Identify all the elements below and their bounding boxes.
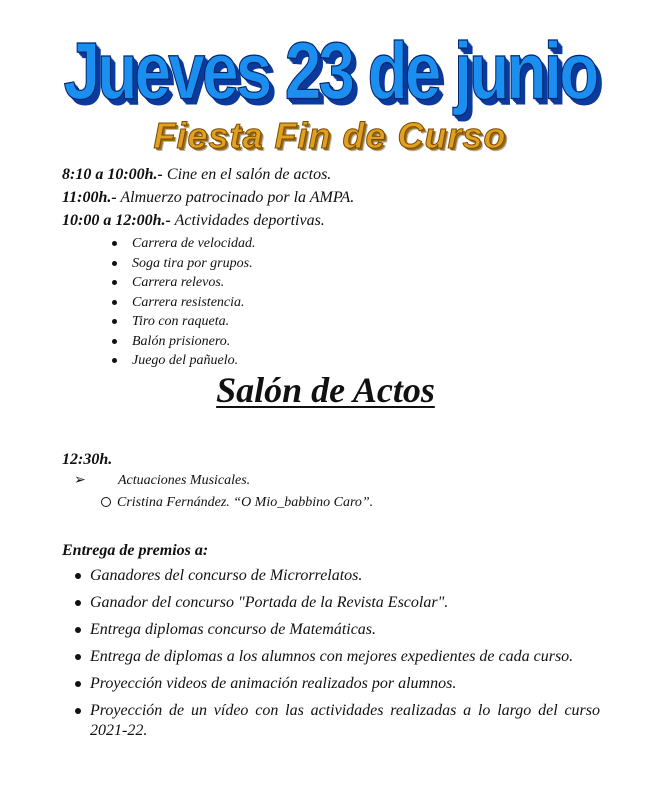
list-item: Balón prisionero. [108,332,256,352]
list-item: Entrega de diplomas a los alumnos con mejores expedientes de cada curso. [72,647,600,667]
list-item: Juego del pañuelo. [108,351,256,371]
bullet-icon [75,600,81,606]
schedule-row-almuerzo [62,190,354,206]
bullet-icon [75,654,81,660]
schedule-time: 11:00h.- [62,189,117,206]
bullet-icon [112,280,117,285]
list-item: Carrera resistencia. [108,293,256,313]
schedule-text: Cine en el salón de actos. [162,166,332,183]
salon-item [74,474,250,488]
schedule-time: 10:00 a 12:00h.- [62,212,171,229]
list-item: Carrera relevos. [108,273,256,293]
circle-bullet-icon [101,497,111,507]
title-date: Jueves 23 de junio [63,25,597,116]
activities-list [108,234,256,371]
list-item: Ganador del concurso "Portada de la Revista Escolar". [72,593,600,613]
bullet-icon [112,300,117,305]
schedule-row-deportes [62,213,325,229]
list-item: Soga tira por grupos. [108,254,256,274]
list-item: Entrega diplomas concurso de Matemáticas. [72,620,600,640]
title-event: Fiesta Fin de Curso [153,115,507,156]
section-title-salon: Salón de Actos [216,370,435,410]
bullet-icon [112,241,117,246]
bullet-icon [75,681,81,687]
awards-list [72,566,600,748]
list-item: Carrera de velocidad. [108,234,256,254]
bullet-icon [112,339,117,344]
bullet-icon [112,319,117,324]
bullet-icon [75,573,81,579]
schedule-text: Actividades deportivas. [170,212,325,229]
schedule-text: Almuerzo patrocinado por la AMPA. [116,189,355,206]
bullet-icon [75,627,81,633]
salon-time: 12:30h. [62,451,113,468]
schedule-time: 8:10 a 10:00h.- [62,166,163,183]
awards-title: Entrega de premios a: [62,542,209,559]
list-item: Proyección de un vídeo con las actividades realizadas a lo largo del curso 2021-22. [72,701,600,741]
list-item: Proyección videos de animación realizados por alumnos. [72,674,600,694]
bullet-icon [112,358,117,363]
list-item: Tiro con raqueta. [108,312,256,332]
bullet-icon [75,708,81,714]
salon-subitem [101,496,373,510]
arrowhead-bullet-icon: ➢ [74,473,86,488]
list-item: Ganadores del concurso de Microrrelatos. [72,566,600,586]
salon-subitem-text: Cristina Fernández. “O Mio_babbino Caro”. [117,495,374,510]
schedule-row-cine [62,167,331,183]
bullet-icon [112,261,117,266]
salon-item-text: Actuaciones Musicales. [118,473,251,488]
